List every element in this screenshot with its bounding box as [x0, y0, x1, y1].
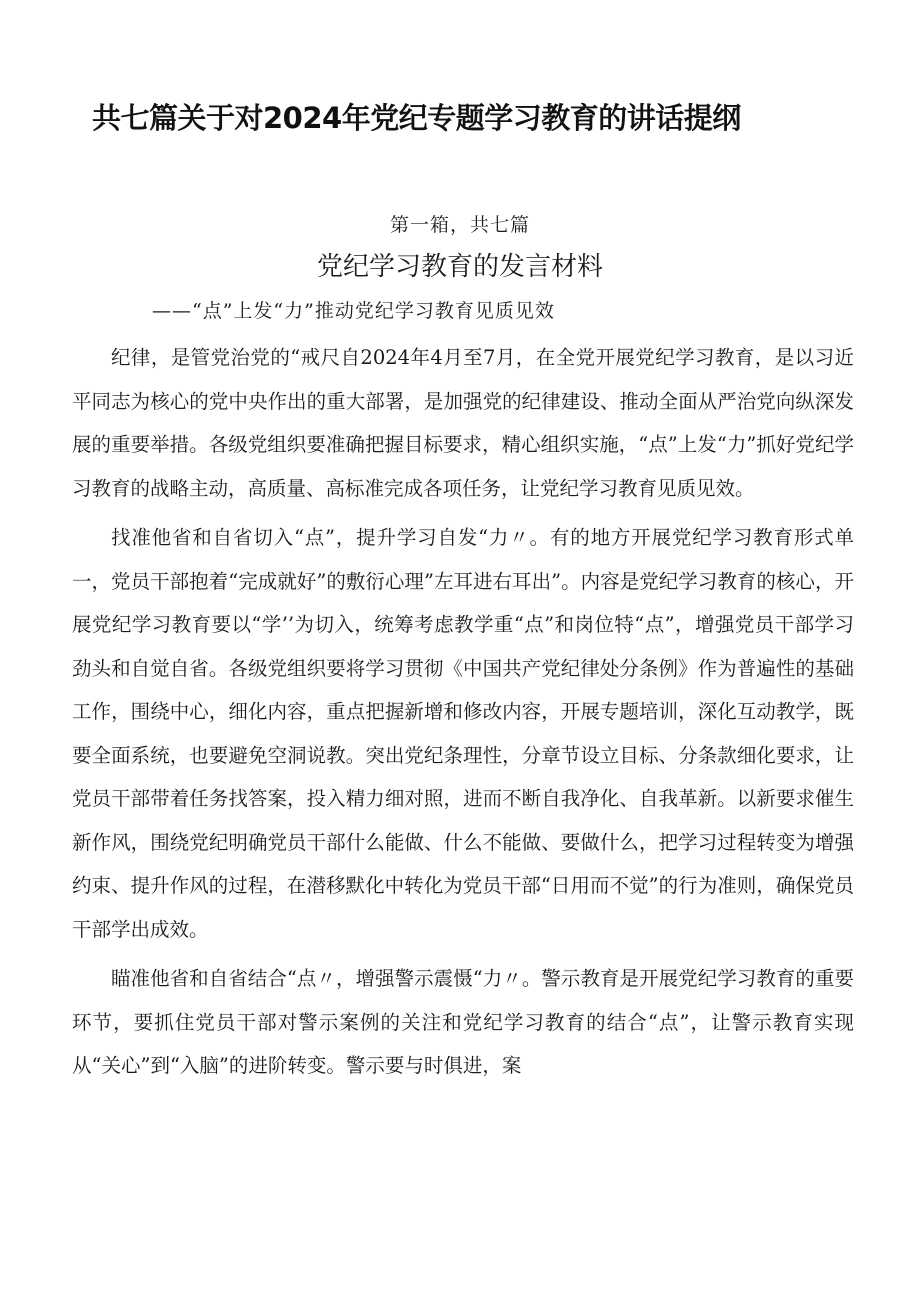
- document-title: 共七篇关于对2024年党纪专题学习教育的讲话提纲: [92, 101, 741, 135]
- body-paragraph: 瞄准他省和自省结合“点〃，增强警示震慑“力〃。警示教育是开展党纪学习教育的重要环节，要抓住党员干部对警示案例的关注和党纪学习教育的结合“点”，让警示教育实现从“关心”到“入脑”的进阶转变。警示要与时俱进，案: [72, 967, 854, 1077]
- section-subtitle: ——“点”上发“力”推动党纪学习教育见质见效: [152, 300, 555, 322]
- document-body: [72, 336, 854, 1088]
- section-label: 第一箱，共七篇: [389, 214, 530, 236]
- body-paragraph: 找准他省和自省切入“点”，提升学习自发“力〃。有的地方开展党纪学习教育形式单一，党员干部抱着“完成就好”的敷衍心理”左耳进右耳出”。内容是党纪学习教育的核心，开展党纪学习教育要以“学’’为切入，统筹考虑教学重“点”和岗位特“点”，增强党员干部学习劲头和自觉自省。各级党组织要将学习贯彻《中国共产党纪律处分条例》作为普遍性的基础工作，围绕中心，细化内容，重点把握新增和修改内容，开展专题培训，深化互动教学，既要全面系统，也要避免空洞说教。突出党纪条理性，分章节设立目标、分条款细化要求，让党员干部带着任务找答案，投入精力细对照，进而不断自我净化、自我革新。以新要求催生新作风，围绕党纪明确党员干部什么能做、什么不能做、要做什么，把学习过程转变为增强约束、提升作风的过程，在潜移默化中转化为党员干部“日用而不觉”的行为准则，确保党员干部学出成效。: [72, 526, 854, 941]
- body-paragraph: 纪律，是管党治党的“戒尺自2024年4月至7月，在全党开展党纪学习教育，是以习近平同志为核心的党中央作出的重大部署，是加强党的纪律建设、推动全面从严治党向纵深发展的重要举措。各级党组织要准确把握目标要求，精心组织实施，“点”上发“力”抓好党纪学习教育的战略主动，高质量、高标准完成各项任务，让党纪学习教育见质见效。: [72, 346, 854, 500]
- section-heading: 党纪学习教育的发言材料: [316, 252, 603, 282]
